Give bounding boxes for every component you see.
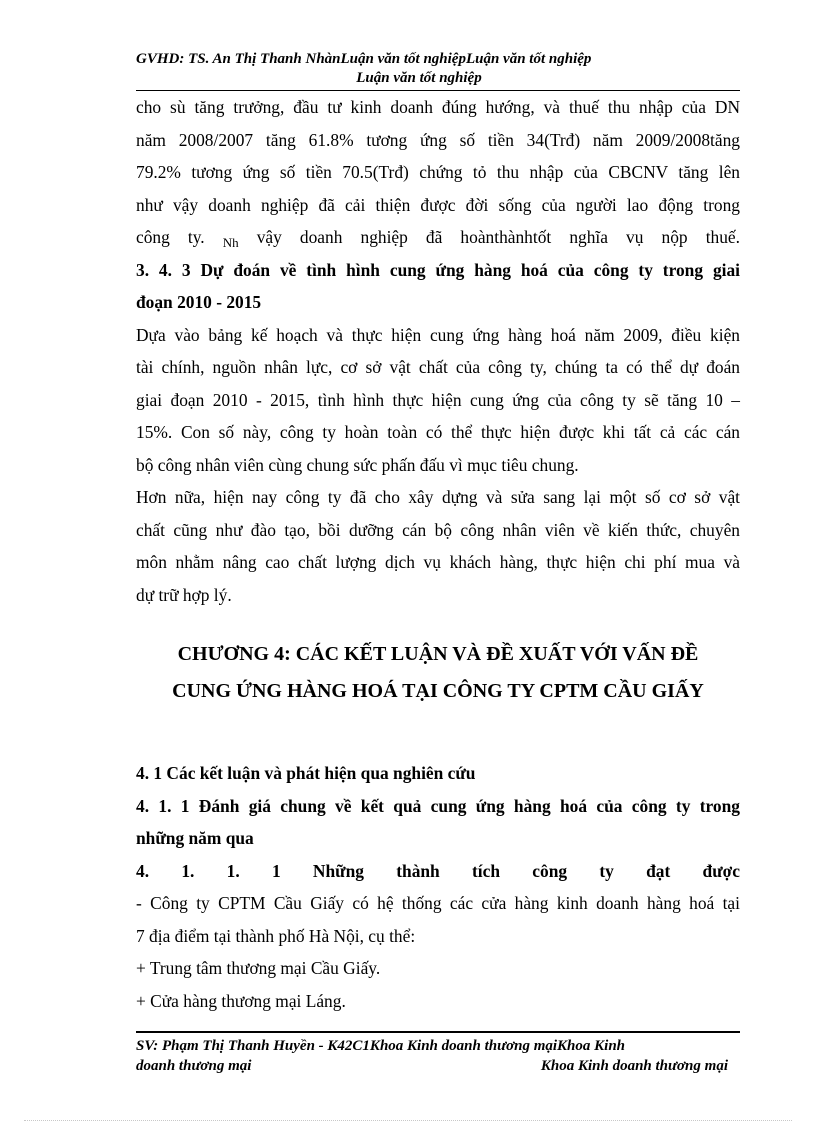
footer-line-1: SV: Phạm Thị Thanh Huyền - K42C1Khoa Kinh doanh thương mạiKhoa Kinh: [136, 1038, 626, 1054]
chapter-title: [136, 636, 740, 710]
body-section-1: [136, 91, 740, 611]
text-line: 7 địa điểm tại thành phố Hà Nội, cụ thể:: [136, 925, 416, 946]
section-heading-4-1: 4. 1 Các kết luận và phát hiện qua nghiên cứu: [136, 763, 476, 783]
section-heading-4-1-1-cont: những năm qua: [136, 828, 254, 848]
text-fragment: công ty.: [136, 227, 223, 247]
section-heading-3-4-3: 3. 4. 3 Dự đoán về tình hình cung ứng hàng hoá của công ty trong giai: [136, 259, 740, 280]
list-item: + Cửa hàng thương mại Láng.: [136, 990, 346, 1011]
text-line: năm 2008/2007 tăng 61.8% tương ứng số tiền 34(Trđ) năm 2009/2008tăng: [136, 129, 740, 150]
text-line: bộ công nhân viên cùng chung sức phấn đấu vì mục tiêu chung.: [136, 454, 579, 475]
text-line: Dựa vào bảng kế hoạch và thực hiện cung ứng hàng hoá năm 2009, điều kiện: [136, 324, 740, 345]
footer-line-2-right: Khoa Kinh doanh thương mại: [540, 1058, 728, 1074]
list-item: + Trung tâm thương mại Cầu Giấy.: [136, 958, 381, 978]
text-line: cho sù tăng trưởng, đầu tư kinh doanh đúng hướng, và thuế thu nhập của DN: [136, 97, 740, 117]
text-line: chất cũng như đào tạo, bồi dưỡng cán bộ công nhân viên về kiến thức, chuyên: [136, 519, 740, 540]
page-footer: [136, 1036, 742, 1076]
header-line-2: Luận văn tốt nghiệp: [356, 70, 482, 86]
text-line: tài chính, nguồn nhân lực, cơ sở vật chất của công ty, chúng ta có thể dự đoán: [136, 357, 740, 377]
footer-line-2: [136, 1056, 742, 1076]
text-fragment-small: Nh: [222, 235, 239, 250]
text-line: Hơn nữa, hiện nay công ty đã cho xây dựng và sửa sang lại một số cơ sở vật: [136, 487, 740, 507]
text-fragment: vậy doanh nghiệp đã hoànthànhtốt nghĩa vụ nộp thuế.: [238, 227, 740, 247]
footer-rule: [136, 1031, 740, 1033]
text-line: 79.2% tương ứng số tiền 70.5(Trđ) chứng tỏ thu nhập của CBCNV tăng lên: [136, 162, 740, 182]
body-section-2: [136, 757, 740, 1017]
text-line: 15%. Con số này, công ty hoàn toàn có thể thực hiện được khi tất cả các cán: [136, 422, 740, 442]
text-line: dự trữ hợp lý.: [136, 584, 232, 605]
page-bottom-dotted-divider: [24, 1120, 792, 1121]
section-heading-4-1-1-1: 4. 1. 1. 1 Những thành tích công ty đạt được: [136, 860, 740, 881]
text-line: môn nhằm nâng cao chất lượng dịch vụ khách hàng, thực hiện chi phí mua và: [136, 552, 740, 572]
section-heading-3-4-3-cont: đoạn 2010 - 2015: [136, 292, 262, 312]
chapter-title-line-2: CUNG ỨNG HÀNG HOÁ TẠI CÔNG TY CPTM CẦU GIẤY: [172, 680, 704, 702]
chapter-title-line-1: CHƯƠNG 4: CÁC KẾT LUẬN VÀ ĐỀ XUẤT VỚI VẤN ĐỀ: [177, 643, 699, 665]
text-line: giai đoạn 2010 - 2015, tình hình thực hiện cung ứng của công ty sẽ tăng 10 –: [136, 389, 740, 410]
page-header: [136, 50, 742, 88]
header-line-1: GVHD: TS. An Thị Thanh NhànLuận văn tốt nghiệpLuận văn tốt nghiệp: [136, 51, 592, 67]
footer-line-2-left: doanh thương mại: [136, 1058, 252, 1074]
text-line: như vậy doanh nghiệp đã cải thiện được đời sống của người lao động trong: [136, 194, 740, 215]
text-line-tax: [136, 221, 740, 254]
section-heading-4-1-1: 4. 1. 1 Đánh giá chung về kết quả cung ứng hàng hoá của công ty trong: [136, 795, 740, 816]
text-line: - Công ty CPTM Cầu Giấy có hệ thống các cửa hàng kinh doanh hàng hoá tại: [136, 893, 740, 913]
